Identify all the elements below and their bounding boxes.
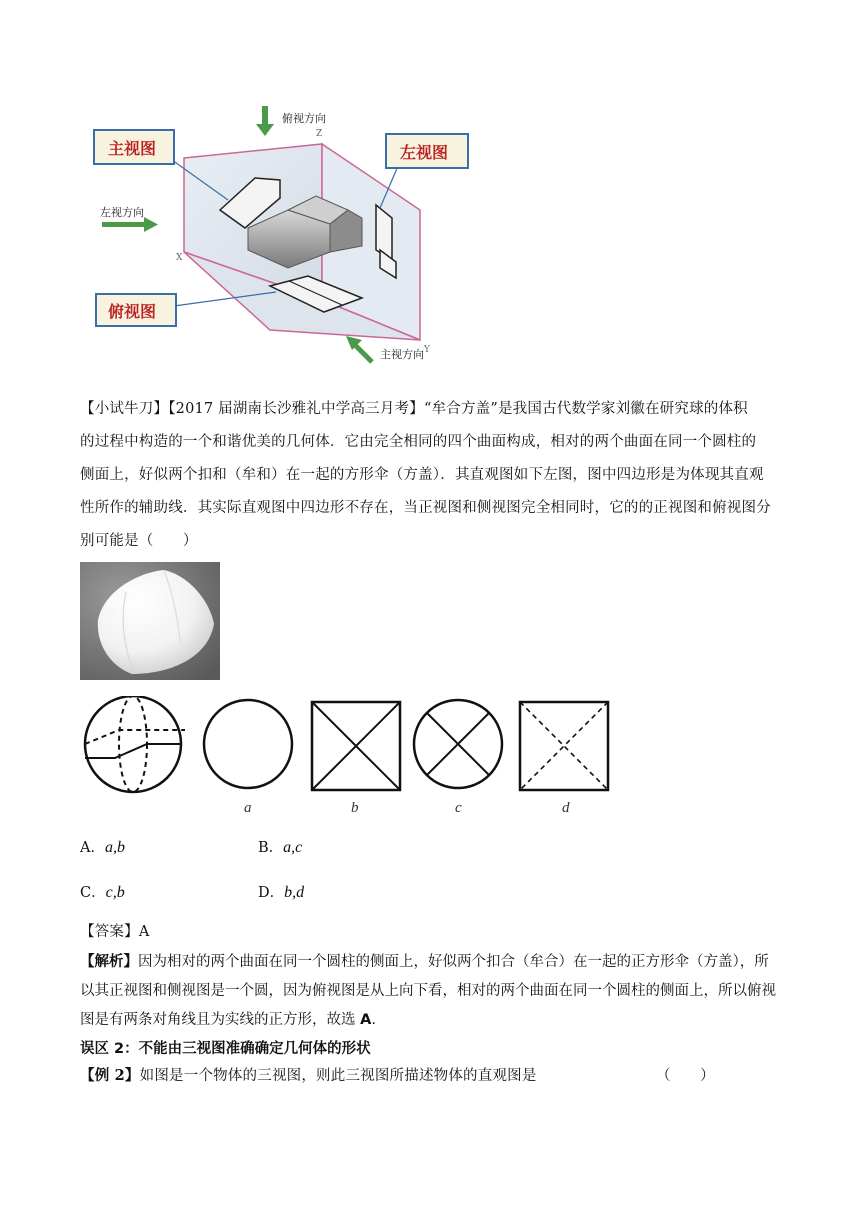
section-title: 误区 2：不能由三视图准确确定几何体的形状 (80, 1041, 371, 1057)
mouhefanggai-image (80, 562, 220, 680)
analysis-line (80, 948, 800, 977)
option-value: c,b (105, 884, 125, 901)
question-text (80, 393, 800, 558)
up-left-arrow-icon (346, 336, 372, 362)
option-b[interactable] (258, 836, 302, 857)
analysis-line: 以其正视图和侧视图是一个圆，因为俯视图是从上向下看，相对的两个曲面在同一个圆柱的侧面上，所以俯视 (80, 983, 776, 999)
analysis-choice: A (360, 1012, 372, 1028)
left-view-label: 左视图 (400, 143, 449, 162)
option-letter: C． (80, 885, 106, 901)
analysis-label: 【解析】 (80, 954, 138, 970)
question-line: 性所作的辅助线．其实际直观图中四边形不存在，当正视图和侧视图完全相同时，它的的正视图和俯视图分 (80, 500, 771, 516)
right-arrow-icon (102, 217, 158, 232)
example-line (80, 1062, 537, 1090)
option-value: a,c (283, 839, 303, 856)
answer-value: A (138, 924, 150, 940)
question-line: 别可能是（ ） (80, 533, 198, 549)
down-arrow-icon (256, 106, 274, 136)
option-value: a,b (104, 839, 125, 856)
sphere-drawing (85, 696, 185, 792)
axis-y-label: Y (424, 345, 430, 355)
question-line: 【小试牛刀】【2017 届湖南长沙雅礼中学高三月考】“牟合方盖”是我国古代数学家刘徽在研究球的体积 (80, 401, 748, 417)
analysis-line (80, 1006, 800, 1035)
left-direction-label: 左视方向 (100, 206, 144, 219)
option-c-circle (414, 700, 502, 788)
top-direction-label: 俯视方向 (282, 112, 326, 125)
top-view-label: 俯视图 (108, 302, 157, 321)
label-d: d (562, 800, 570, 816)
analysis-block (80, 948, 800, 1035)
main-direction-label: 主视方向 (380, 348, 424, 361)
answer-line (80, 916, 149, 949)
option-d[interactable] (258, 881, 304, 902)
three-view-illustration (80, 100, 480, 372)
example-label: 【例 2】 (80, 1067, 140, 1084)
main-view-label: 主视图 (108, 139, 157, 158)
option-a[interactable] (80, 836, 125, 857)
answer-label: 【答案】 (80, 924, 139, 940)
label-c: c (455, 800, 462, 816)
example-paren: （ ） (656, 1068, 715, 1084)
analysis-end: . (371, 1012, 376, 1028)
axis-x-label: X (176, 253, 183, 263)
label-b: b (351, 800, 359, 816)
option-letter: D． (258, 885, 285, 901)
option-value: b,d (284, 884, 305, 901)
question-line: 的过程中构造的一个和谐优美的几何体．它由完全相同的四个曲面构成，相对的两个曲面在同一个圆柱的 (80, 434, 757, 450)
three-view-diagram (80, 100, 480, 372)
option-d-square (520, 702, 608, 790)
option-c[interactable] (80, 881, 125, 902)
option-a-circle (204, 700, 292, 788)
view-options-figure (78, 696, 638, 818)
question-line: 侧面上，好似两个扣和（牟和）在一起的方形伞（方盖）．其直观图如下左图，图中四边形是为体现其直观 (80, 467, 764, 483)
option-letter: B． (258, 840, 284, 856)
example-text: 如图是一个物体的三视图，则此三视图所描述物体的直观图是 (139, 1068, 537, 1084)
analysis-text: 因为相对的两个曲面在同一个圆柱的侧面上，好似两个扣合（牟合）在一起的正方形伞（方盖），所 (138, 954, 769, 970)
option-b-square (312, 702, 400, 790)
axis-z-label: Z (316, 129, 323, 139)
label-a: a (244, 800, 252, 816)
analysis-text: 图是有两条对角线且为实线的正方形，故选 (80, 1012, 361, 1028)
option-letter: A． (80, 840, 105, 856)
